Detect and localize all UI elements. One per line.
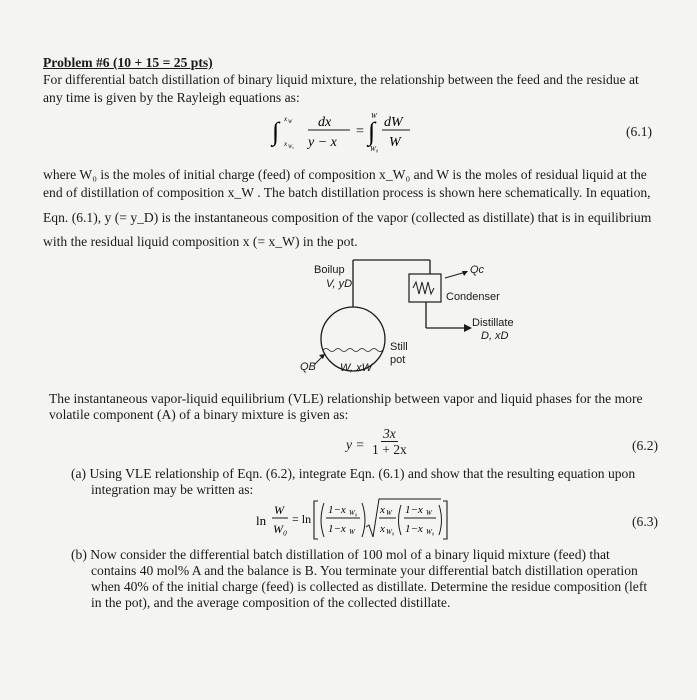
part-b-line-2: contains 40 mol% A and the balance is B. You terminate your differential batch distillation operation — [91, 563, 638, 578]
eq62-num: 3x — [383, 426, 396, 441]
eq61-rhs-num: dW — [384, 115, 403, 130]
qc-label: Qc — [470, 264, 485, 276]
eq62-number: (6.2) — [632, 438, 659, 453]
svg-text:W: W — [349, 528, 355, 536]
liquid-level-icon — [323, 349, 383, 352]
eq61-rhs-den: W — [389, 135, 401, 150]
where-line-3: Eqn. (6.1), y (= y_D) is the instantaneous composition of the vapor (collected as distillate) that is in equilibrium — [43, 210, 652, 225]
boilup-sub-label: V, yD — [326, 278, 353, 290]
eq61-lower-rhs: W₀ — [370, 145, 379, 153]
still-label: Still — [390, 341, 408, 353]
where-line-1: where W₀ is the moles of initial charge (feed) of composition x_W₀ and W is the moles of residual liquid at the — [43, 167, 647, 182]
equation-6-1 — [270, 108, 420, 156]
svg-text:W: W — [274, 503, 284, 517]
svg-text:x: x — [284, 115, 288, 123]
svg-text:=: = — [356, 124, 364, 139]
svg-text:W: W — [386, 509, 392, 517]
part-b-line-1: (b) Now consider the differential batch distillation of 100 mol of a binary liquid mixture (feed) that — [71, 547, 610, 562]
svg-text:∫: ∫ — [272, 117, 280, 146]
svg-text:W: W — [288, 120, 293, 125]
svg-text:ln: ln — [256, 513, 267, 528]
svg-text:W₀: W₀ — [349, 509, 358, 517]
distillate-sub-label: D, xD — [481, 330, 509, 342]
eq61-lhs-den: y − x — [308, 135, 337, 150]
eq63-number: (6.3) — [632, 514, 659, 529]
svg-text:W₀: W₀ — [288, 145, 294, 150]
svg-text:W₀: W₀ — [426, 528, 435, 536]
distillate-arrow-icon — [464, 324, 472, 332]
distillate-label: Distillate — [472, 317, 514, 329]
svg-text:1−x: 1−x — [405, 523, 423, 535]
boilup-label: Boilup — [314, 264, 345, 276]
part-a-line-1: (a) Using VLE relationship of Eqn. (6.2), integrate Eqn. (6.1) and show that the resulting equation upon — [71, 466, 636, 481]
condenser-label: Condenser — [446, 291, 500, 303]
condenser-icon — [409, 274, 441, 302]
qb-label: QB — [300, 361, 316, 373]
part-b-line-4: in the pot), and the average composition of the collected distillate. — [91, 595, 451, 610]
svg-text:1−x: 1−x — [328, 523, 346, 535]
pot-label: pot — [390, 354, 406, 366]
svg-text:1−x: 1−x — [328, 504, 346, 516]
eq62-den: 1 + 2x — [372, 442, 407, 457]
svg-text:= ln: = ln — [292, 512, 312, 526]
svg-text:∫: ∫ — [368, 117, 376, 146]
intro-line-1: For differential batch distillation of binary liquid mixture, the relationship between the feed and the residue at — [43, 72, 639, 87]
svg-text:W: W — [426, 509, 432, 517]
vle-line-1: The instantaneous vapor-liquid equilibrium (VLE) relationship between vapor and liquid phases for the more — [49, 391, 643, 406]
part-b-line-3: when 40% of the initial charge (feed) is collected as distillate. Determine the residue composition (left — [91, 579, 648, 594]
svg-text:x: x — [380, 504, 385, 516]
vle-line-2: volatile component (A) of a binary mixture is given as: — [49, 407, 349, 422]
svg-text:1−x: 1−x — [405, 504, 423, 516]
eq62-fraction — [370, 426, 409, 457]
svg-text:x: x — [380, 523, 385, 535]
where-line-2: end of distillation of composition x_W . The batch distillation process is shown here schematically. In equation, — [43, 185, 651, 200]
part-a-line-2: integration may be written as: — [91, 482, 254, 497]
svg-text:W₀: W₀ — [386, 528, 395, 536]
eq61-upper-rhs: W — [371, 112, 377, 120]
problem-title: Problem #6 (10 + 15 = 25 pts) — [43, 55, 213, 70]
where-line-4: with the residual liquid composition x (= x_W) in the pot. — [43, 234, 358, 249]
pot-contents-label: W, xW — [340, 362, 372, 374]
svg-text:W₀: W₀ — [273, 522, 288, 536]
intro-line-2: any time is given by the Rayleigh equations as: — [43, 90, 300, 105]
eq61-lhs-num: dx — [318, 115, 332, 130]
eq61-number: (6.1) — [626, 124, 653, 139]
svg-text:x: x — [284, 140, 288, 148]
equation-6-3 — [250, 497, 450, 543]
eq62-lhs: y = — [346, 437, 365, 452]
